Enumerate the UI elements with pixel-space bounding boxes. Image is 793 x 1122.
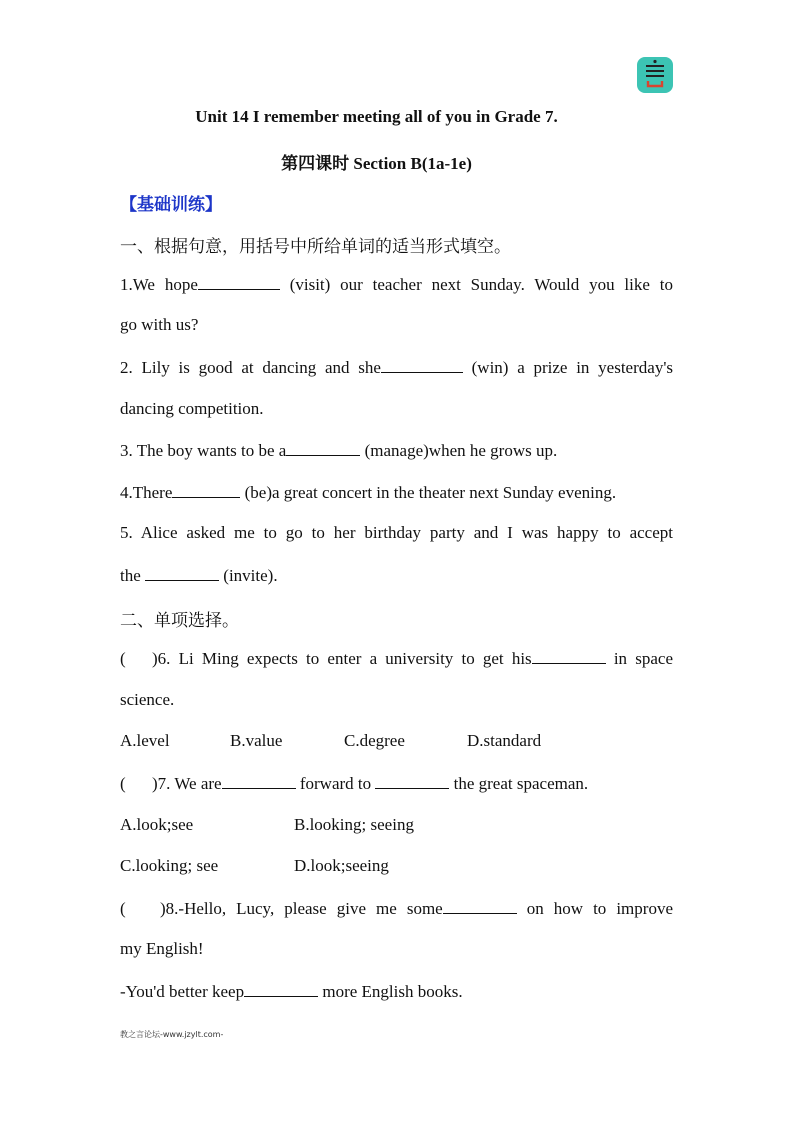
q6-option-b[interactable]: B.value <box>230 731 283 750</box>
document-subtitle: 第四课时 Section B(1a-1e) <box>281 154 472 173</box>
q6-option-a[interactable]: A.level <box>120 731 170 750</box>
q2-blank[interactable] <box>381 357 463 373</box>
part1-heading: 一、根据句意，用括号中所给单词的适当形式填空。 <box>120 237 511 256</box>
q3-blank[interactable] <box>286 440 360 456</box>
q6-text-a: )6. Li Ming expects to enter a university to get his <box>152 649 532 668</box>
q2-text-a: 2. Lily is good at dancing and she <box>120 358 381 377</box>
q1-blank[interactable] <box>198 274 280 290</box>
q7-text-c: the great spaceman. <box>449 774 589 793</box>
q6-answer-paren[interactable]: ( <box>120 649 126 668</box>
q4-blank[interactable] <box>172 482 240 498</box>
q6-option-d[interactable]: D.standard <box>467 731 542 750</box>
section-basic-training: 【基础训练】 <box>120 195 222 214</box>
q8-text-b: on how to improve <box>516 899 673 918</box>
question-6 <box>120 648 673 669</box>
q4-text-b: (be)a great concert in the theater next Sunday evening. <box>240 483 617 502</box>
question-3 <box>120 440 673 461</box>
q3-text-a: 3. The boy wants to be a <box>120 441 287 460</box>
q6-option-c[interactable]: C.degree <box>344 731 405 750</box>
question-7 <box>120 773 673 794</box>
q7-option-c[interactable]: C.looking; see <box>120 856 219 875</box>
q1-text-a: 1.We hope <box>120 275 198 294</box>
q8-text-c: my English! <box>120 939 204 958</box>
q5-text-b: the <box>120 566 146 585</box>
q6-text-b: in space <box>605 649 673 668</box>
q7-option-d[interactable]: D.look;seeing <box>294 856 389 875</box>
q1-text-c: go with us? <box>120 315 199 334</box>
q8-text-e: more English books. <box>318 982 463 1001</box>
q6-options <box>120 731 673 751</box>
question-1 <box>120 274 673 295</box>
document-title: Unit 14 I remember meeting all of you in Grade 7. <box>195 107 558 126</box>
q6-blank[interactable] <box>532 648 606 664</box>
q7-option-a[interactable]: A.look;see <box>120 815 194 834</box>
q7-option-b[interactable]: B.looking; seeing <box>294 815 414 834</box>
question-4 <box>120 482 673 503</box>
question-5: 5. Alice asked me to go to her birthday party and I was happy to accept <box>120 523 673 542</box>
q8-answer-paren[interactable]: ( <box>120 899 126 918</box>
q3-text-b: (manage)when he grows up. <box>360 441 558 460</box>
q1-text-b: (visit) our teacher next Sunday. Would you like to <box>279 275 673 294</box>
q8-response <box>120 981 673 1002</box>
q7-answer-paren[interactable]: ( <box>120 774 126 793</box>
q8-blank-2[interactable] <box>244 981 318 997</box>
q7-options-row-1 <box>120 815 673 835</box>
q7-options-row-2 <box>120 856 673 876</box>
q8-blank-1[interactable] <box>443 898 517 914</box>
question-8 <box>120 898 673 919</box>
q2-text-c: dancing competition. <box>120 399 264 418</box>
q7-text-b: forward to <box>295 774 376 793</box>
q6-text-c: science. <box>120 690 175 709</box>
question-2 <box>120 357 673 378</box>
part2-heading: 二、单项选择。 <box>120 611 239 630</box>
q8-text-a: )8.-Hello, Lucy, please give me some <box>160 899 443 918</box>
footer-source: 教之言论坛-www.jzylt.com- <box>120 1030 224 1039</box>
q7-blank-2[interactable] <box>375 773 449 789</box>
q5-text-c: (invite). <box>219 566 278 585</box>
q5-line-2 <box>120 565 673 586</box>
q7-blank-1[interactable] <box>222 773 296 789</box>
q2-text-b: (win) a prize in yesterday's <box>462 358 673 377</box>
q4-text-a: 4.There <box>120 483 173 502</box>
q5-blank[interactable] <box>145 565 219 581</box>
q8-text-d: -You'd better keep <box>120 982 245 1001</box>
logo-icon <box>637 57 673 93</box>
q7-text-a: )7. We are <box>152 774 222 793</box>
